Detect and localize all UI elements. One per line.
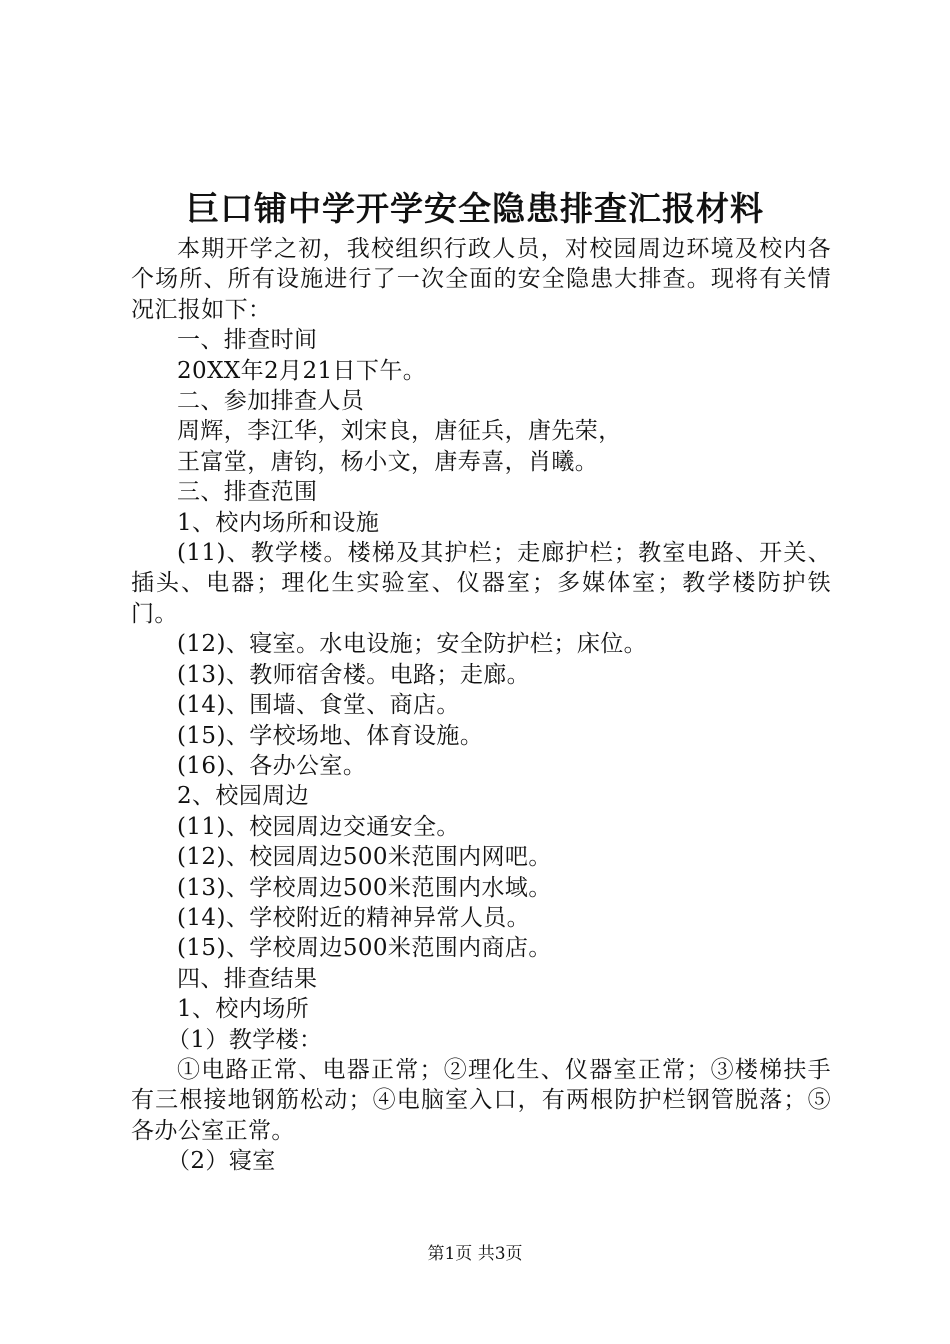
paragraph-participants-1: 周辉，李江华，刘宋良，唐征兵，唐先荣， [177,418,622,445]
subheading-campus-places: 1、校内场所 [177,996,310,1023]
subheading-dormitory: （2）寝室 [167,1148,276,1175]
list-item: (15)、学校场地、体育设施。 [177,722,484,749]
subheading-teaching-building: （1）教学楼： [167,1026,323,1053]
heading-inspection-time: 一、排查时间 [177,327,318,354]
list-item: (12)、校园周边500米范围内网吧。 [177,844,552,871]
list-item: (14)、围墙、食堂、商店。 [177,692,460,719]
paragraph-participants-2: 王富堂，唐钧，杨小文，唐寿喜，肖曦。 [177,448,599,475]
list-item: (12)、寝室。水电设施；安全防护栏；床位。 [177,631,648,658]
paragraph-teaching-building-results: ①电路正常、电器正常；②理化生、仪器室正常；③楼梯扶手有三根接地钢筋松动；④电脑室入口，有两根防护栏钢管脱落；⑤各办公室正常。 [131,1056,831,1144]
list-item: (11)、教学楼。楼梯及其护栏；走廊护栏；教室电路、开关、插头、电器；理化生实验室、仪器室；多媒体室；教学楼防护铁门。 [131,540,831,627]
subheading-campus-surroundings: 2、校园周边 [177,783,310,810]
list-item: (14)、学校附近的精神异常人员。 [177,904,531,931]
list-item: (16)、各办公室。 [177,752,367,779]
paragraph-date: 20XX年2月21日下午。 [177,357,427,384]
heading-inspection-scope: 三、排查范围 [177,479,318,506]
list-item: (13)、教师宿舍楼。电路；走廊。 [177,661,531,688]
list-item: (13)、学校周边500米范围内水域。 [177,874,552,901]
list-item: (15)、学校周边500米范围内商店。 [177,935,552,962]
subheading-campus-facilities: 1、校内场所和设施 [177,509,380,536]
heading-participants: 二、参加排查人员 [177,388,365,415]
paragraph-intro: 本期开学之初，我校组织行政人员，对校园周边环境及校内各个场所、所有设施进行了一次全面的安全隐患大排查。现将有关情况汇报如下： [131,236,831,323]
heading-inspection-results: 四、排查结果 [177,965,318,992]
document-body [131,234,831,1177]
document-title: 巨口铺中学开学安全隐患排查汇报材料 [186,189,764,228]
list-item: (11)、校园周边交通安全。 [177,813,460,840]
page-indicator: 第1页 共3页 [427,1244,523,1264]
